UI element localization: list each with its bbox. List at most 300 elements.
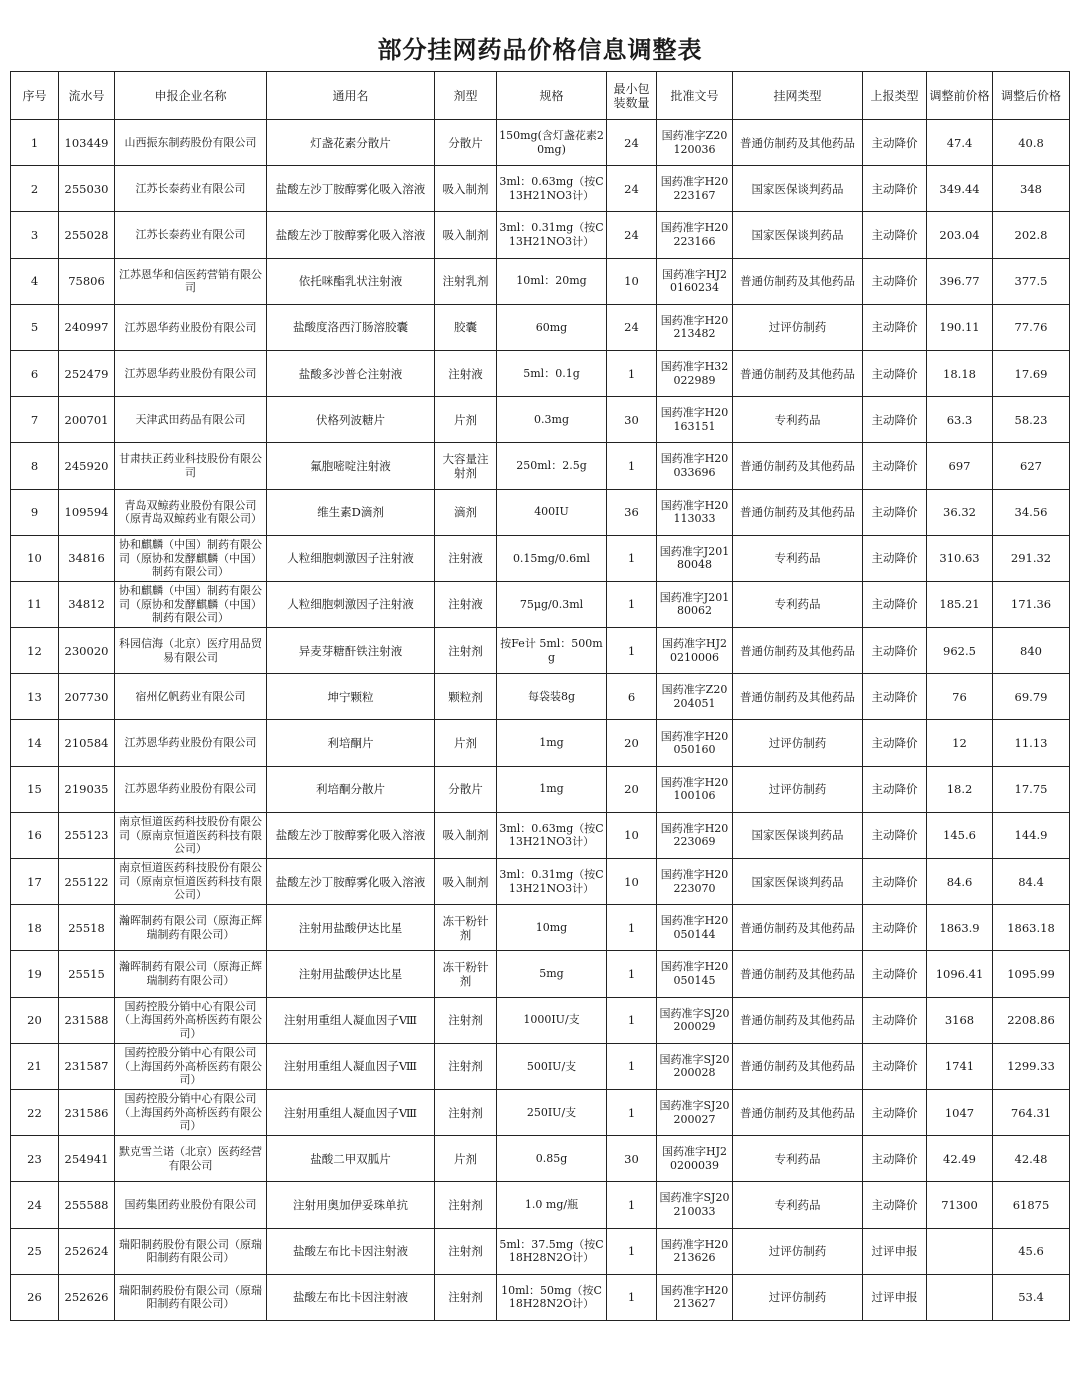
serial-cell: 255123 — [59, 812, 115, 858]
min-pack-cell: 30 — [607, 1136, 657, 1182]
header-cell: 申报企业名称 — [115, 72, 267, 120]
table-row — [11, 997, 1070, 1043]
min-pack-cell: 1 — [607, 905, 657, 951]
generic-name-cell: 利培酮分散片 — [267, 766, 435, 812]
min-pack-cell: 1 — [607, 443, 657, 489]
header-cell: 批准文号 — [657, 72, 733, 120]
listing-type-cell: 国家医保谈判药品 — [733, 212, 863, 258]
price-before-cell: 84.6 — [927, 859, 993, 905]
company-cell: 江苏恩华药业股份有限公司 — [115, 304, 267, 350]
dosage-form-cell: 滴剂 — [435, 489, 497, 535]
approval-no-cell: 国药准字J20180062 — [657, 581, 733, 627]
seq-cell: 12 — [11, 628, 59, 674]
approval-no-cell: 国药准字Z20204051 — [657, 674, 733, 720]
min-pack-cell: 20 — [607, 766, 657, 812]
table-row — [11, 166, 1070, 212]
price-before-cell — [927, 1228, 993, 1274]
serial-cell: 25515 — [59, 951, 115, 997]
dosage-form-cell: 吸入制剂 — [435, 166, 497, 212]
price-before-cell: 76 — [927, 674, 993, 720]
listing-type-cell: 普通仿制药及其他药品 — [733, 674, 863, 720]
price-after-cell: 764.31 — [993, 1089, 1070, 1135]
header-cell: 调整后价格 — [993, 72, 1070, 120]
price-after-cell: 291.32 — [993, 535, 1070, 581]
approval-no-cell: 国药准字H20050160 — [657, 720, 733, 766]
table-row — [11, 1136, 1070, 1182]
listing-type-cell: 普通仿制药及其他药品 — [733, 443, 863, 489]
seq-cell: 7 — [11, 397, 59, 443]
price-after-cell: 77.76 — [993, 304, 1070, 350]
company-cell: 协和麒麟（中国）制药有限公司（原协和发酵麒麟（中国）制药有限公司） — [115, 581, 267, 627]
header-cell: 序号 — [11, 72, 59, 120]
price-before-cell: 3168 — [927, 997, 993, 1043]
dosage-form-cell: 注射剂 — [435, 1228, 497, 1274]
dosage-form-cell: 胶囊 — [435, 304, 497, 350]
serial-cell: 252479 — [59, 350, 115, 396]
generic-name-cell: 盐酸左布比卡因注射液 — [267, 1228, 435, 1274]
spec-cell: 1mg — [497, 766, 607, 812]
dosage-form-cell: 注射剂 — [435, 997, 497, 1043]
serial-cell: 207730 — [59, 674, 115, 720]
generic-name-cell: 注射用盐酸伊达比星 — [267, 951, 435, 997]
report-type-cell: 主动降价 — [863, 581, 927, 627]
generic-name-cell: 灯盏花素分散片 — [267, 120, 435, 166]
listing-type-cell: 普通仿制药及其他药品 — [733, 350, 863, 396]
company-cell: 国药集团药业股份有限公司 — [115, 1182, 267, 1228]
seq-cell: 24 — [11, 1182, 59, 1228]
approval-no-cell: 国药准字Z20120036 — [657, 120, 733, 166]
generic-name-cell: 人粒细胞刺激因子注射液 — [267, 581, 435, 627]
listing-type-cell: 过评仿制药 — [733, 304, 863, 350]
company-cell: 瑞阳制药股份有限公司（原瑞阳制药有限公司） — [115, 1274, 267, 1320]
dosage-form-cell: 大容量注射剂 — [435, 443, 497, 489]
generic-name-cell: 人粒细胞刺激因子注射液 — [267, 535, 435, 581]
listing-type-cell: 普通仿制药及其他药品 — [733, 258, 863, 304]
seq-cell: 25 — [11, 1228, 59, 1274]
report-type-cell: 过评申报 — [863, 1228, 927, 1274]
listing-type-cell: 专利药品 — [733, 535, 863, 581]
approval-no-cell: 国药准字SJ20210033 — [657, 1182, 733, 1228]
generic-name-cell: 盐酸左沙丁胺醇雾化吸入溶液 — [267, 812, 435, 858]
serial-cell: 255030 — [59, 166, 115, 212]
min-pack-cell: 10 — [607, 812, 657, 858]
table-row — [11, 489, 1070, 535]
price-after-cell: 11.13 — [993, 720, 1070, 766]
generic-name-cell: 注射用重组人凝血因子Ⅷ — [267, 997, 435, 1043]
company-cell: 国药控股分销中心有限公司（上海国药外高桥医药有限公司） — [115, 1089, 267, 1135]
listing-type-cell: 普通仿制药及其他药品 — [733, 997, 863, 1043]
price-before-cell: 12 — [927, 720, 993, 766]
dosage-form-cell: 分散片 — [435, 120, 497, 166]
approval-no-cell: 国药准字H20213482 — [657, 304, 733, 350]
serial-cell: 230020 — [59, 628, 115, 674]
company-cell: 江苏恩华药业股份有限公司 — [115, 350, 267, 396]
listing-type-cell: 普通仿制药及其他药品 — [733, 951, 863, 997]
report-type-cell: 过评申报 — [863, 1274, 927, 1320]
serial-cell: 255122 — [59, 859, 115, 905]
min-pack-cell: 1 — [607, 1182, 657, 1228]
approval-no-cell: 国药准字H20113033 — [657, 489, 733, 535]
table-row — [11, 1274, 1070, 1320]
dosage-form-cell: 注射液 — [435, 350, 497, 396]
table-row — [11, 1182, 1070, 1228]
company-cell: 瀚晖制药有限公司（原海正辉瑞制药有限公司） — [115, 951, 267, 997]
serial-cell: 210584 — [59, 720, 115, 766]
report-type-cell: 主动降价 — [863, 443, 927, 489]
price-before-cell: 18.18 — [927, 350, 993, 396]
spec-cell: 3ml：0.63mg（按C13H21NO3计） — [497, 166, 607, 212]
generic-name-cell: 注射用重组人凝血因子Ⅷ — [267, 1043, 435, 1089]
table-row — [11, 859, 1070, 905]
generic-name-cell: 盐酸二甲双胍片 — [267, 1136, 435, 1182]
spec-cell: 5mg — [497, 951, 607, 997]
table-row — [11, 120, 1070, 166]
header-cell: 最小包装数量 — [607, 72, 657, 120]
spec-cell: 60mg — [497, 304, 607, 350]
company-cell: 南京恒道医药科技股份有限公司（原南京恒道医药科技有限公司） — [115, 812, 267, 858]
listing-type-cell: 过评仿制药 — [733, 720, 863, 766]
generic-name-cell: 氟胞嘧啶注射液 — [267, 443, 435, 489]
dosage-form-cell: 注射剂 — [435, 628, 497, 674]
report-type-cell: 主动降价 — [863, 258, 927, 304]
listing-type-cell: 国家医保谈判药品 — [733, 812, 863, 858]
table-row — [11, 397, 1070, 443]
seq-cell: 26 — [11, 1274, 59, 1320]
dosage-form-cell: 片剂 — [435, 1136, 497, 1182]
price-before-cell: 1096.41 — [927, 951, 993, 997]
listing-type-cell: 专利药品 — [733, 581, 863, 627]
company-cell: 江苏长泰药业有限公司 — [115, 166, 267, 212]
table-row — [11, 1089, 1070, 1135]
price-before-cell: 36.32 — [927, 489, 993, 535]
serial-cell: 34816 — [59, 535, 115, 581]
serial-cell: 75806 — [59, 258, 115, 304]
seq-cell: 19 — [11, 951, 59, 997]
seq-cell: 13 — [11, 674, 59, 720]
price-before-cell: 396.77 — [927, 258, 993, 304]
seq-cell: 18 — [11, 905, 59, 951]
serial-cell: 252626 — [59, 1274, 115, 1320]
min-pack-cell: 6 — [607, 674, 657, 720]
page-title: 部分挂网药品价格信息调整表 — [377, 36, 703, 64]
table-row — [11, 905, 1070, 951]
price-before-cell: 1741 — [927, 1043, 993, 1089]
min-pack-cell: 1 — [607, 535, 657, 581]
spec-cell: 250ml：2.5g — [497, 443, 607, 489]
price-before-cell: 71300 — [927, 1182, 993, 1228]
dosage-form-cell: 注射乳剂 — [435, 258, 497, 304]
price-before-cell: 697 — [927, 443, 993, 489]
listing-type-cell: 普通仿制药及其他药品 — [733, 1043, 863, 1089]
serial-cell: 245920 — [59, 443, 115, 489]
dosage-form-cell: 片剂 — [435, 720, 497, 766]
table-row — [11, 812, 1070, 858]
approval-no-cell: 国药准字H20213626 — [657, 1228, 733, 1274]
dosage-form-cell: 注射剂 — [435, 1274, 497, 1320]
generic-name-cell: 伏格列波糖片 — [267, 397, 435, 443]
listing-type-cell: 普通仿制药及其他药品 — [733, 628, 863, 674]
spec-cell: 75μg/0.3ml — [497, 581, 607, 627]
price-after-cell: 1299.33 — [993, 1043, 1070, 1089]
spec-cell: 5ml：0.1g — [497, 350, 607, 396]
table-row — [11, 766, 1070, 812]
min-pack-cell: 24 — [607, 212, 657, 258]
spec-cell: 10ml：20mg — [497, 258, 607, 304]
table-row — [11, 1043, 1070, 1089]
price-before-cell: 145.6 — [927, 812, 993, 858]
min-pack-cell: 1 — [607, 951, 657, 997]
price-after-cell: 69.79 — [993, 674, 1070, 720]
approval-no-cell: 国药准字HJ20210006 — [657, 628, 733, 674]
price-after-cell: 348 — [993, 166, 1070, 212]
dosage-form-cell: 片剂 — [435, 397, 497, 443]
approval-no-cell: 国药准字H20223166 — [657, 212, 733, 258]
seq-cell: 11 — [11, 581, 59, 627]
spec-cell: 10mg — [497, 905, 607, 951]
serial-cell: 231586 — [59, 1089, 115, 1135]
seq-cell: 10 — [11, 535, 59, 581]
table-row — [11, 628, 1070, 674]
table-row — [11, 720, 1070, 766]
approval-no-cell: 国药准字HJ20200039 — [657, 1136, 733, 1182]
company-cell: 青岛双鲸药业股份有限公司（原青岛双鲸药业有限公司） — [115, 489, 267, 535]
approval-no-cell: 国药准字SJ20200029 — [657, 997, 733, 1043]
approval-no-cell: 国药准字J20180048 — [657, 535, 733, 581]
seq-cell: 23 — [11, 1136, 59, 1182]
dosage-form-cell: 冻干粉针剂 — [435, 905, 497, 951]
spec-cell: 每袋装8g — [497, 674, 607, 720]
listing-type-cell: 普通仿制药及其他药品 — [733, 489, 863, 535]
price-before-cell: 349.44 — [927, 166, 993, 212]
min-pack-cell: 24 — [607, 120, 657, 166]
table-row — [11, 258, 1070, 304]
company-cell: 协和麒麟（中国）制药有限公司（原协和发酵麒麟（中国）制药有限公司） — [115, 535, 267, 581]
spec-cell: 0.3mg — [497, 397, 607, 443]
min-pack-cell: 1 — [607, 350, 657, 396]
price-after-cell: 84.4 — [993, 859, 1070, 905]
dosage-form-cell: 吸入制剂 — [435, 859, 497, 905]
spec-cell: 按Fe计 5ml：500mg — [497, 628, 607, 674]
report-type-cell: 主动降价 — [863, 1182, 927, 1228]
table-row — [11, 535, 1070, 581]
generic-name-cell: 维生素D滴剂 — [267, 489, 435, 535]
report-type-cell: 主动降价 — [863, 304, 927, 350]
table-row — [11, 443, 1070, 489]
company-cell: 南京恒道医药科技股份有限公司（原南京恒道医药科技有限公司） — [115, 859, 267, 905]
min-pack-cell: 1 — [607, 1274, 657, 1320]
seq-cell: 15 — [11, 766, 59, 812]
price-before-cell: 190.11 — [927, 304, 993, 350]
company-cell: 默克雪兰诺（北京）医药经营有限公司 — [115, 1136, 267, 1182]
min-pack-cell: 1 — [607, 581, 657, 627]
price-after-cell: 58.23 — [993, 397, 1070, 443]
table-body — [11, 120, 1070, 1321]
header-cell: 剂型 — [435, 72, 497, 120]
price-after-cell: 377.5 — [993, 258, 1070, 304]
price-after-cell: 1863.18 — [993, 905, 1070, 951]
min-pack-cell: 10 — [607, 258, 657, 304]
approval-no-cell: 国药准字H20223069 — [657, 812, 733, 858]
company-cell: 国药控股分销中心有限公司（上海国药外高桥医药有限公司） — [115, 1043, 267, 1089]
company-cell: 江苏长泰药业有限公司 — [115, 212, 267, 258]
price-before-cell: 47.4 — [927, 120, 993, 166]
generic-name-cell: 盐酸多沙普仑注射液 — [267, 350, 435, 396]
spec-cell: 1000IU/支 — [497, 997, 607, 1043]
generic-name-cell: 坤宁颗粒 — [267, 674, 435, 720]
spec-cell: 5ml：37.5mg（按C18H28N2O计） — [497, 1228, 607, 1274]
min-pack-cell: 1 — [607, 628, 657, 674]
header-cell: 挂网类型 — [733, 72, 863, 120]
header-cell: 上报类型 — [863, 72, 927, 120]
seq-cell: 16 — [11, 812, 59, 858]
spec-cell: 3ml：0.63mg（按C13H21NO3计） — [497, 812, 607, 858]
price-after-cell: 61875 — [993, 1182, 1070, 1228]
price-after-cell: 202.8 — [993, 212, 1070, 258]
dosage-form-cell: 注射液 — [435, 535, 497, 581]
serial-cell: 200701 — [59, 397, 115, 443]
report-type-cell: 主动降价 — [863, 489, 927, 535]
seq-cell: 2 — [11, 166, 59, 212]
generic-name-cell: 盐酸左沙丁胺醇雾化吸入溶液 — [267, 166, 435, 212]
report-type-cell: 主动降价 — [863, 350, 927, 396]
spec-cell: 3ml：0.31mg（按C13H21NO3计） — [497, 859, 607, 905]
spec-cell: 10ml：50mg（按C18H28N2O计） — [497, 1274, 607, 1320]
price-after-cell: 17.69 — [993, 350, 1070, 396]
listing-type-cell: 国家医保谈判药品 — [733, 859, 863, 905]
report-type-cell: 主动降价 — [863, 997, 927, 1043]
report-type-cell: 主动降价 — [863, 120, 927, 166]
spec-cell: 500IU/支 — [497, 1043, 607, 1089]
company-cell: 天津武田药品有限公司 — [115, 397, 267, 443]
approval-no-cell: 国药准字H20223070 — [657, 859, 733, 905]
company-cell: 瀚晖制药有限公司（原海正辉瑞制药有限公司） — [115, 905, 267, 951]
approval-no-cell: 国药准字H20163151 — [657, 397, 733, 443]
price-adjustment-table — [10, 71, 1070, 1321]
approval-no-cell: 国药准字H20223167 — [657, 166, 733, 212]
report-type-cell: 主动降价 — [863, 166, 927, 212]
approval-no-cell: 国药准字H20100106 — [657, 766, 733, 812]
spec-cell: 3ml：0.31mg（按C13H21NO3计） — [497, 212, 607, 258]
table-row — [11, 674, 1070, 720]
seq-cell: 5 — [11, 304, 59, 350]
listing-type-cell: 过评仿制药 — [733, 1274, 863, 1320]
approval-no-cell: 国药准字H20050145 — [657, 951, 733, 997]
min-pack-cell: 1 — [607, 997, 657, 1043]
company-cell: 科园信海（北京）医疗用品贸易有限公司 — [115, 628, 267, 674]
company-cell: 国药控股分销中心有限公司（上海国药外高桥医药有限公司） — [115, 997, 267, 1043]
header-cell: 规格 — [497, 72, 607, 120]
price-after-cell: 144.9 — [993, 812, 1070, 858]
dosage-form-cell: 注射剂 — [435, 1043, 497, 1089]
company-cell: 江苏恩华药业股份有限公司 — [115, 766, 267, 812]
price-before-cell: 63.3 — [927, 397, 993, 443]
price-after-cell: 840 — [993, 628, 1070, 674]
seq-cell: 6 — [11, 350, 59, 396]
generic-name-cell: 盐酸左沙丁胺醇雾化吸入溶液 — [267, 212, 435, 258]
generic-name-cell: 注射用奥加伊妥珠单抗 — [267, 1182, 435, 1228]
dosage-form-cell: 颗粒剂 — [435, 674, 497, 720]
approval-no-cell: 国药准字HJ20160234 — [657, 258, 733, 304]
report-type-cell: 主动降价 — [863, 951, 927, 997]
table-row — [11, 581, 1070, 627]
serial-cell: 25518 — [59, 905, 115, 951]
price-after-cell: 171.36 — [993, 581, 1070, 627]
spec-cell: 0.85g — [497, 1136, 607, 1182]
generic-name-cell: 盐酸度洛西汀肠溶胶囊 — [267, 304, 435, 350]
table-header-row — [11, 72, 1070, 120]
serial-cell: 240997 — [59, 304, 115, 350]
price-after-cell: 2208.86 — [993, 997, 1070, 1043]
seq-cell: 21 — [11, 1043, 59, 1089]
spec-cell: 1.0 mg/瓶 — [497, 1182, 607, 1228]
serial-cell: 34812 — [59, 581, 115, 627]
price-before-cell: 42.49 — [927, 1136, 993, 1182]
spec-cell: 250IU/支 — [497, 1089, 607, 1135]
dosage-form-cell: 吸入制剂 — [435, 812, 497, 858]
serial-cell: 231588 — [59, 997, 115, 1043]
generic-name-cell: 注射用重组人凝血因子Ⅷ — [267, 1089, 435, 1135]
listing-type-cell: 专利药品 — [733, 1136, 863, 1182]
min-pack-cell: 1 — [607, 1043, 657, 1089]
generic-name-cell: 注射用盐酸伊达比星 — [267, 905, 435, 951]
approval-no-cell: 国药准字H32022989 — [657, 350, 733, 396]
report-type-cell: 主动降价 — [863, 766, 927, 812]
listing-type-cell: 国家医保谈判药品 — [733, 166, 863, 212]
report-type-cell: 主动降价 — [863, 1136, 927, 1182]
serial-cell: 231587 — [59, 1043, 115, 1089]
approval-no-cell: 国药准字H20033696 — [657, 443, 733, 489]
listing-type-cell: 普通仿制药及其他药品 — [733, 120, 863, 166]
seq-cell: 22 — [11, 1089, 59, 1135]
serial-cell: 255028 — [59, 212, 115, 258]
seq-cell: 3 — [11, 212, 59, 258]
serial-cell: 219035 — [59, 766, 115, 812]
generic-name-cell: 盐酸左布比卡因注射液 — [267, 1274, 435, 1320]
price-before-cell: 203.04 — [927, 212, 993, 258]
generic-name-cell: 依托咪酯乳状注射液 — [267, 258, 435, 304]
seq-cell: 17 — [11, 859, 59, 905]
report-type-cell: 主动降价 — [863, 674, 927, 720]
price-before-cell — [927, 1274, 993, 1320]
dosage-form-cell: 吸入制剂 — [435, 212, 497, 258]
report-type-cell: 主动降价 — [863, 720, 927, 766]
serial-cell: 109594 — [59, 489, 115, 535]
min-pack-cell: 24 — [607, 304, 657, 350]
table-row — [11, 304, 1070, 350]
listing-type-cell: 专利药品 — [733, 1182, 863, 1228]
dosage-form-cell: 注射液 — [435, 581, 497, 627]
price-after-cell: 17.75 — [993, 766, 1070, 812]
listing-type-cell: 专利药品 — [733, 397, 863, 443]
company-cell: 甘肃扶正药业科技股份有限公司 — [115, 443, 267, 489]
seq-cell: 4 — [11, 258, 59, 304]
company-cell: 宿州亿帆药业有限公司 — [115, 674, 267, 720]
listing-type-cell: 普通仿制药及其他药品 — [733, 905, 863, 951]
serial-cell: 255588 — [59, 1182, 115, 1228]
spec-cell: 1mg — [497, 720, 607, 766]
spec-cell: 400IU — [497, 489, 607, 535]
report-type-cell: 主动降价 — [863, 905, 927, 951]
table-row — [11, 1228, 1070, 1274]
spec-cell: 0.15mg/0.6ml — [497, 535, 607, 581]
report-type-cell: 主动降价 — [863, 1043, 927, 1089]
spec-cell: 150mg(含灯盏花素20mg) — [497, 120, 607, 166]
price-before-cell: 185.21 — [927, 581, 993, 627]
price-before-cell: 1047 — [927, 1089, 993, 1135]
approval-no-cell: 国药准字SJ20200028 — [657, 1043, 733, 1089]
price-after-cell: 1095.99 — [993, 951, 1070, 997]
company-cell: 江苏恩华药业股份有限公司 — [115, 720, 267, 766]
